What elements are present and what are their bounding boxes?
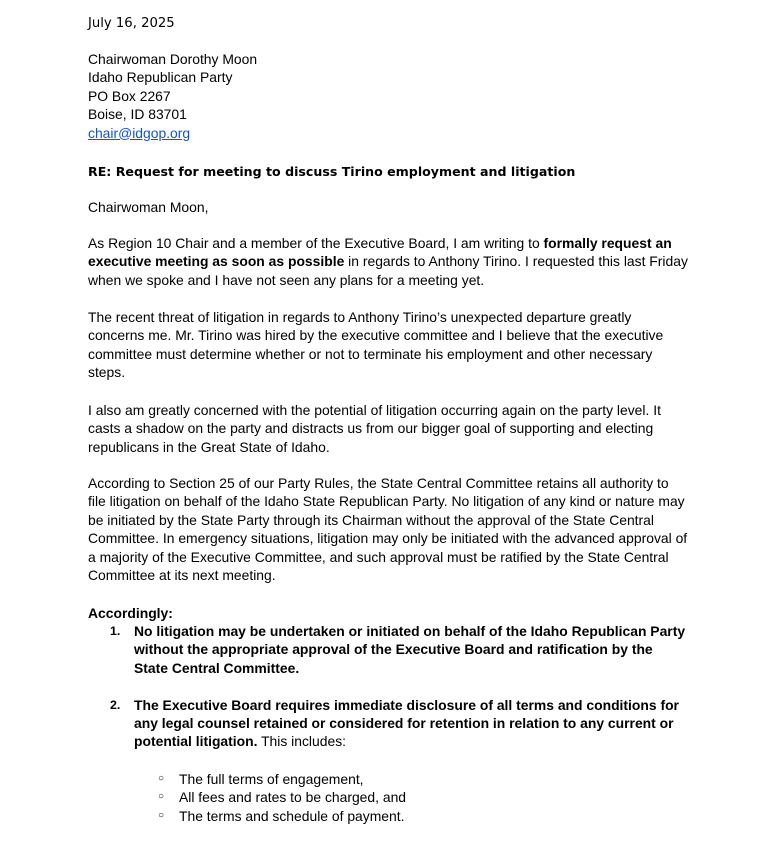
paragraph-request-end: in regards to Anthony Tirino. I requested this last Friday when we spoke and I have not seen any plans for a meeting yet.	[88, 253, 688, 288]
sub-bullet-list	[88, 770, 688, 825]
paragraph-rules: According to Section 25 of our Party Rules, the State Central Committee retains all authority to file litigation on behalf of the Idaho State Republican Party. No litigation of any kind or nature may be initiated by the State Party through its Chairman without the approval of the State Central Committee. In emergency situations, litigation may only be initiated with the advanced approval of a majority of the Executive Committee, and such approval must be ratified by the State Central Committee at its next meeting.	[88, 475, 688, 584]
accordingly-heading: Accordingly:	[88, 605, 173, 621]
sub-list-item-text: All fees and rates to be charged, and	[179, 789, 407, 806]
list-item	[88, 696, 688, 751]
list-item-bold-text: No litigation may be undertaken or initiated on behalf of the Idaho Republican Party without the appropriate approval of the Executive Board and ratification by the State Central Committee.	[134, 623, 686, 676]
numbered-list	[88, 622, 688, 751]
circle-bullet-icon: ○	[158, 809, 165, 821]
recipient-address	[88, 50, 688, 142]
letter-date: July 16, 2025	[88, 16, 175, 31]
circle-bullet-icon: ○	[158, 773, 165, 784]
paragraph-threat: The recent threat of litigation in regards to Anthony Tirino’s unexpected departure greatly concerns me. Mr. Tirino was hired by the executive committee and I believe that the executive committee must determine whether or not to terminate his employment and other necessary steps.	[88, 309, 664, 381]
list-item-bold-text: The Executive Board requires immediate disclosure of all terms and conditions for any legal counsel retained or considered for retention in relation to any current or potential litigation.	[134, 696, 679, 750]
subject-line: RE: Request for meeting to discuss Tirino employment and litigation	[88, 164, 576, 179]
paragraph-request-emphasis: formally request an executive meeting as soon as possible	[88, 235, 672, 270]
recipient-organization: Idaho Republican Party	[88, 69, 233, 86]
paragraph-request	[88, 234, 688, 289]
salutation: Chairwoman Moon,	[88, 199, 209, 215]
paragraph-concern: I also am greatly concerned with the potential of litigation occurring again on the party level. It casts a shadow on the party and distracts us from our bigger goal of supporting and electing republicans in the Great State of Idaho.	[88, 402, 661, 455]
circle-bullet-icon: ○	[158, 791, 165, 803]
sub-list-item	[88, 807, 688, 825]
list-item-number: 1.	[110, 624, 121, 638]
sub-list-item-text: The full terms of engagement,	[179, 771, 364, 787]
paragraph-request-intro: As Region 10 Chair and a member of the Executive Board, I am writing to	[88, 235, 544, 251]
sub-list-item	[88, 788, 688, 806]
sub-list-item	[88, 770, 688, 788]
recipient-city: Boise, ID 83701	[88, 106, 187, 123]
recipient-email-link[interactable]: chair@idgop.org	[88, 124, 191, 141]
list-item-text: This includes:	[257, 733, 347, 750]
sub-list-item-text: The terms and schedule of payment.	[179, 807, 405, 824]
recipient-po-box: PO Box 2267	[88, 87, 171, 104]
recipient-name: Chairwoman Dorothy Moon	[88, 51, 258, 67]
list-item	[88, 622, 688, 677]
list-item-number: 2.	[110, 697, 121, 712]
